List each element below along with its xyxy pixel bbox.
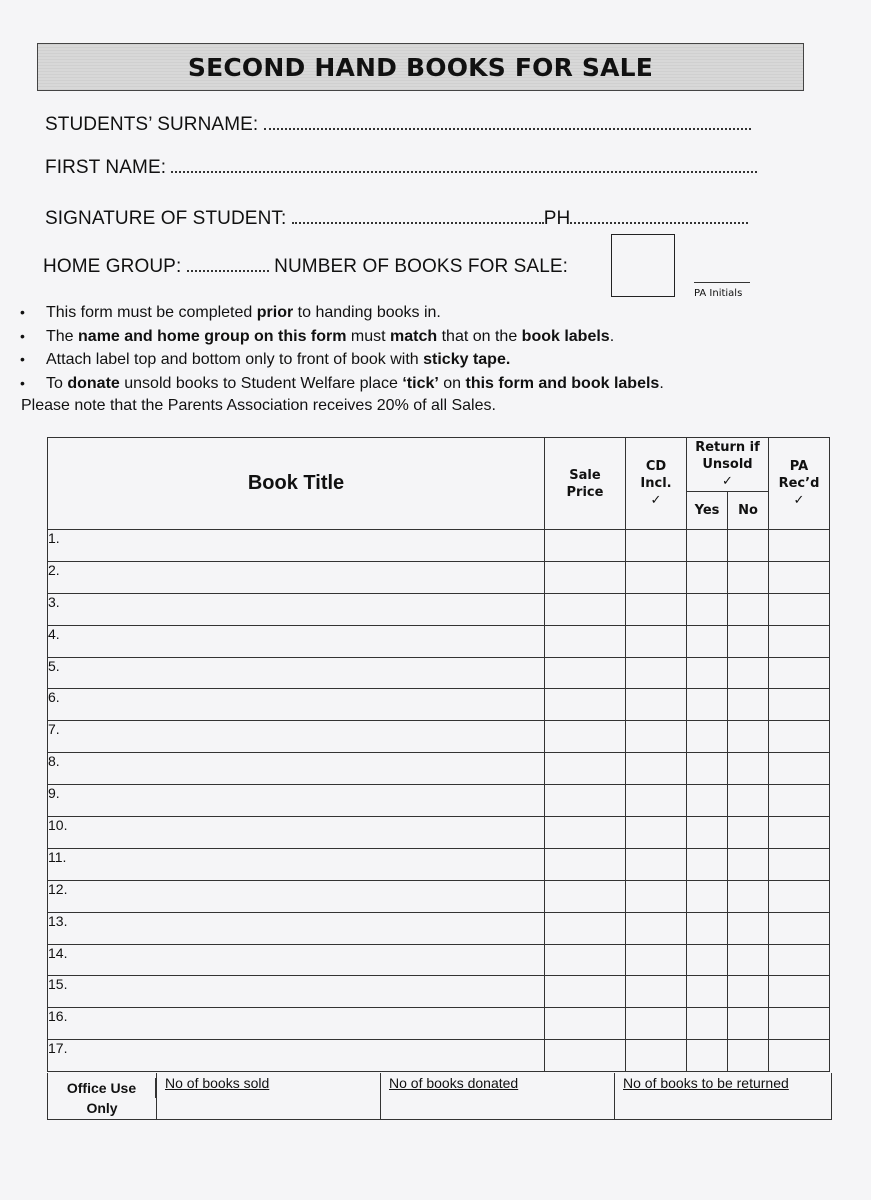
- table-row: [48, 721, 830, 753]
- books-count-label: NUMBER OF BOOKS FOR SALE:: [274, 256, 569, 277]
- cd-included-cell[interactable]: [626, 944, 687, 976]
- instruction-emphasis: ‘tick’: [402, 374, 439, 392]
- surname-field[interactable]: [45, 114, 751, 136]
- commission-note: Please note that the Parents Association receives 20% of all Sales.: [21, 397, 496, 414]
- header-pa-received: [769, 438, 830, 530]
- row-number: 10.: [48, 817, 68, 834]
- books-donated-cell[interactable]: [381, 1073, 615, 1119]
- table-row: [48, 561, 830, 593]
- instruction-segment: on: [438, 374, 466, 392]
- header-cd-line2: Incl.: [640, 476, 672, 491]
- table-row: [48, 785, 830, 817]
- pa-received-cell[interactable]: [769, 561, 830, 593]
- pa-received-cell[interactable]: [769, 880, 830, 912]
- cd-included-cell[interactable]: [626, 880, 687, 912]
- return-no-cell[interactable]: [728, 753, 769, 785]
- return-no-cell[interactable]: [728, 785, 769, 817]
- row-number: 3.: [48, 593, 60, 610]
- return-no-cell[interactable]: [728, 1040, 769, 1072]
- return-yes-cell[interactable]: [687, 530, 728, 562]
- sale-price-cell[interactable]: [545, 880, 626, 912]
- cd-included-cell[interactable]: [626, 689, 687, 721]
- instruction-emphasis: name and home group on this form: [78, 327, 347, 345]
- return-yes-cell[interactable]: [687, 593, 728, 625]
- instruction-text: [46, 348, 510, 372]
- signature-input-line[interactable]: [292, 208, 544, 224]
- return-no-cell[interactable]: [728, 561, 769, 593]
- return-no-cell[interactable]: [728, 593, 769, 625]
- instruction-segment: to handing books in.: [293, 304, 441, 321]
- first-name-field[interactable]: [45, 157, 757, 179]
- table-row: [48, 689, 830, 721]
- cd-included-cell[interactable]: [626, 785, 687, 817]
- instruction-emphasis: this form and book labels: [465, 374, 660, 392]
- book-title-cell[interactable]: [48, 880, 545, 912]
- bullet-icon: •: [20, 327, 25, 344]
- return-yes-cell[interactable]: [687, 1040, 728, 1072]
- pa-received-cell[interactable]: [769, 912, 830, 944]
- cd-included-cell[interactable]: [626, 561, 687, 593]
- sale-price-cell[interactable]: [545, 530, 626, 562]
- books-table: [47, 437, 830, 1072]
- table-row: [48, 625, 830, 657]
- return-no-cell[interactable]: [728, 880, 769, 912]
- sale-price-cell[interactable]: [545, 657, 626, 689]
- return-no-cell[interactable]: [728, 817, 769, 849]
- book-title-cell[interactable]: [48, 530, 545, 562]
- home-group-field[interactable]: [43, 256, 568, 278]
- cd-included-cell[interactable]: [626, 817, 687, 849]
- cd-included-cell[interactable]: [626, 976, 687, 1008]
- row-number: 5.: [48, 657, 60, 674]
- form-title: SECOND HAND BOOKS FOR SALE: [187, 52, 654, 82]
- book-title-cell[interactable]: [48, 848, 545, 880]
- return-no-cell[interactable]: [728, 912, 769, 944]
- books-returned-label: No of books to be returned: [623, 1075, 789, 1091]
- book-title-cell[interactable]: [48, 721, 545, 753]
- sale-price-cell[interactable]: [545, 753, 626, 785]
- table-row: [48, 1008, 830, 1040]
- pa-received-cell[interactable]: [769, 1040, 830, 1072]
- surname-label: STUDENTS’ SURNAME:: [45, 114, 259, 135]
- header-sale-price-line2: Price: [566, 484, 604, 500]
- row-number: 8.: [48, 753, 60, 770]
- return-no-cell[interactable]: [728, 848, 769, 880]
- sale-price-cell[interactable]: [545, 1040, 626, 1072]
- instruction-text: [46, 372, 664, 396]
- cd-included-cell[interactable]: [626, 912, 687, 944]
- home-group-input-line[interactable]: [187, 256, 269, 272]
- pa-received-cell[interactable]: [769, 1008, 830, 1040]
- form-title-banner: [37, 43, 804, 91]
- return-yes-cell[interactable]: [687, 561, 728, 593]
- book-title-cell[interactable]: [48, 817, 545, 849]
- return-no-cell[interactable]: [728, 657, 769, 689]
- return-no-cell[interactable]: [728, 530, 769, 562]
- return-no-cell[interactable]: [728, 625, 769, 657]
- row-number: 13.: [48, 912, 68, 929]
- row-number: 14.: [48, 944, 68, 961]
- phone-label: PH: [543, 208, 571, 229]
- book-title-cell[interactable]: [48, 753, 545, 785]
- return-yes-cell[interactable]: [687, 912, 728, 944]
- row-number: 12.: [48, 880, 68, 897]
- sale-price-cell[interactable]: [545, 817, 626, 849]
- row-number: 9.: [48, 785, 60, 802]
- header-sale-price-line1: Sale: [569, 467, 601, 483]
- header-return-line2: Unsold: [702, 457, 753, 472]
- sale-price-cell[interactable]: [545, 625, 626, 657]
- book-title-cell[interactable]: [48, 689, 545, 721]
- office-use-label: [48, 1073, 157, 1119]
- instructions-list: [20, 301, 664, 395]
- row-number: 15.: [48, 976, 68, 993]
- table-row: [48, 817, 830, 849]
- book-title-cell[interactable]: [48, 561, 545, 593]
- sale-price-cell[interactable]: [545, 848, 626, 880]
- return-no-cell[interactable]: [728, 944, 769, 976]
- cd-included-cell[interactable]: [626, 1040, 687, 1072]
- office-use-label-line2: Only: [86, 1100, 118, 1116]
- sale-price-cell[interactable]: [545, 593, 626, 625]
- row-number: 1.: [48, 530, 60, 546]
- books-returned-cell[interactable]: [615, 1073, 831, 1119]
- sale-price-cell[interactable]: [545, 561, 626, 593]
- table-row: [48, 976, 830, 1008]
- instruction-item: [20, 325, 664, 349]
- return-yes-cell[interactable]: [687, 880, 728, 912]
- home-group-label: HOME GROUP:: [43, 256, 182, 277]
- book-title-cell[interactable]: [48, 625, 545, 657]
- book-title-cell[interactable]: [48, 1008, 545, 1040]
- header-pa-line1: PA: [789, 459, 809, 474]
- row-number: 7.: [48, 721, 60, 738]
- return-yes-cell[interactable]: [687, 657, 728, 689]
- return-no-cell[interactable]: [728, 976, 769, 1008]
- books-sold-label: No of books sold: [165, 1075, 270, 1091]
- header-cd-tick: ✓: [650, 493, 662, 508]
- sale-price-cell[interactable]: [545, 1008, 626, 1040]
- header-no: No: [728, 492, 769, 530]
- cd-included-cell[interactable]: [626, 530, 687, 562]
- return-yes-cell[interactable]: [687, 721, 728, 753]
- row-number: 17.: [48, 1040, 68, 1057]
- return-yes-cell[interactable]: [687, 976, 728, 1008]
- books-donated-label: No of books donated: [389, 1075, 519, 1091]
- instruction-segment: To: [46, 374, 68, 392]
- pa-received-cell[interactable]: [769, 944, 830, 976]
- bullet-icon: •: [20, 374, 25, 391]
- header-cd-included: [626, 438, 687, 530]
- header-return-tick: ✓: [722, 474, 733, 489]
- table-row: [48, 657, 830, 689]
- pa-received-cell[interactable]: [769, 593, 830, 625]
- sale-price-cell[interactable]: [545, 689, 626, 721]
- table-row: [48, 880, 830, 912]
- pa-received-cell[interactable]: [769, 689, 830, 721]
- instruction-emphasis: book labels: [521, 327, 610, 345]
- instruction-item: [20, 301, 664, 325]
- table-row: [48, 530, 830, 562]
- instruction-emphasis: sticky tape.: [423, 351, 511, 368]
- instruction-segment: .: [659, 374, 664, 392]
- instruction-segment: that on the: [437, 327, 522, 345]
- instruction-segment: The: [46, 327, 79, 345]
- pa-received-cell[interactable]: [769, 625, 830, 657]
- table-row: [48, 944, 830, 976]
- cd-included-cell[interactable]: [626, 753, 687, 785]
- instruction-segment: must: [346, 327, 391, 345]
- return-yes-cell[interactable]: [687, 1008, 728, 1040]
- bullet-icon: •: [20, 351, 25, 367]
- first-name-input-line[interactable]: [171, 157, 757, 173]
- first-name-label: FIRST NAME:: [45, 157, 167, 178]
- return-no-cell[interactable]: [728, 689, 769, 721]
- pa-received-cell[interactable]: [769, 976, 830, 1008]
- books-table-wrap: [47, 437, 830, 1072]
- book-title-cell[interactable]: [48, 1040, 545, 1072]
- header-return-line1: Return if: [695, 440, 760, 455]
- surname-input-line[interactable]: [264, 114, 751, 130]
- phone-input-line[interactable]: [570, 208, 748, 224]
- sale-price-cell[interactable]: [545, 976, 626, 1008]
- book-title-cell[interactable]: [48, 944, 545, 976]
- sale-price-cell[interactable]: [545, 721, 626, 753]
- book-title-cell[interactable]: [48, 657, 545, 689]
- office-use-row: [47, 1073, 832, 1120]
- book-title-cell[interactable]: [48, 912, 545, 944]
- header-yes: Yes: [687, 492, 728, 530]
- header-cd-line1: CD: [645, 459, 667, 474]
- return-yes-cell[interactable]: [687, 817, 728, 849]
- table-row: [48, 912, 830, 944]
- return-yes-cell[interactable]: [687, 689, 728, 721]
- row-number: 2.: [48, 561, 60, 578]
- return-yes-cell[interactable]: [687, 753, 728, 785]
- instruction-emphasis: prior: [256, 304, 294, 321]
- instruction-item: [20, 348, 664, 372]
- header-pa-tick: ✓: [793, 493, 805, 508]
- return-no-cell[interactable]: [728, 1008, 769, 1040]
- header-pa-line2: Rec’d: [778, 476, 820, 491]
- book-title-cell[interactable]: [48, 785, 545, 817]
- return-yes-cell[interactable]: [687, 944, 728, 976]
- pa-received-cell[interactable]: [769, 753, 830, 785]
- return-yes-cell[interactable]: [687, 785, 728, 817]
- header-book-title: Book Title: [48, 438, 545, 530]
- row-number: 4.: [48, 625, 60, 642]
- table-row: [48, 848, 830, 880]
- row-number: 11.: [48, 848, 67, 865]
- instruction-item: [20, 372, 664, 396]
- instruction-text: [46, 301, 441, 325]
- return-yes-cell[interactable]: [687, 848, 728, 880]
- cd-included-cell[interactable]: [626, 625, 687, 657]
- books-count-box[interactable]: [611, 234, 675, 297]
- pa-received-cell[interactable]: [769, 721, 830, 753]
- signature-label: SIGNATURE OF STUDENT:: [45, 208, 287, 229]
- cd-included-cell[interactable]: [626, 1008, 687, 1040]
- sale-price-cell[interactable]: [545, 944, 626, 976]
- sale-price-cell[interactable]: [545, 912, 626, 944]
- return-no-cell[interactable]: [728, 721, 769, 753]
- return-yes-cell[interactable]: [687, 625, 728, 657]
- row-number: 6.: [48, 689, 60, 706]
- cd-included-cell[interactable]: [626, 657, 687, 689]
- header-return-if-unsold: [687, 438, 769, 492]
- instruction-segment: unsold books to Student Welfare place: [119, 374, 403, 392]
- pa-received-cell[interactable]: [769, 785, 830, 817]
- table-row: [48, 1040, 830, 1072]
- signature-field[interactable]: [45, 208, 748, 230]
- pa-received-cell[interactable]: [769, 530, 830, 562]
- bullet-icon: •: [20, 304, 25, 320]
- cd-included-cell[interactable]: [626, 721, 687, 753]
- pa-initials-label: PA Initials: [694, 288, 743, 299]
- sale-price-cell[interactable]: [545, 785, 626, 817]
- pa-received-cell[interactable]: [769, 817, 830, 849]
- instruction-text: [46, 325, 614, 349]
- office-use-label-line1: Office Use: [48, 1078, 156, 1098]
- pa-initials-line[interactable]: [694, 282, 750, 283]
- book-title-cell[interactable]: [48, 593, 545, 625]
- table-row: [48, 593, 830, 625]
- instruction-segment: This form must be completed: [46, 304, 257, 321]
- book-title-cell[interactable]: [48, 976, 545, 1008]
- instruction-segment: Attach label top and bottom only to front of book with: [46, 351, 424, 368]
- cd-included-cell[interactable]: [626, 848, 687, 880]
- pa-received-cell[interactable]: [769, 657, 830, 689]
- pa-received-cell[interactable]: [769, 848, 830, 880]
- row-number: 16.: [48, 1008, 68, 1025]
- cd-included-cell[interactable]: [626, 593, 687, 625]
- instruction-emphasis: match: [390, 327, 438, 345]
- instruction-segment: .: [609, 327, 615, 345]
- instruction-emphasis: donate: [67, 374, 120, 392]
- books-sold-cell[interactable]: [157, 1073, 381, 1119]
- table-row: [48, 753, 830, 785]
- header-sale-price: [545, 438, 626, 530]
